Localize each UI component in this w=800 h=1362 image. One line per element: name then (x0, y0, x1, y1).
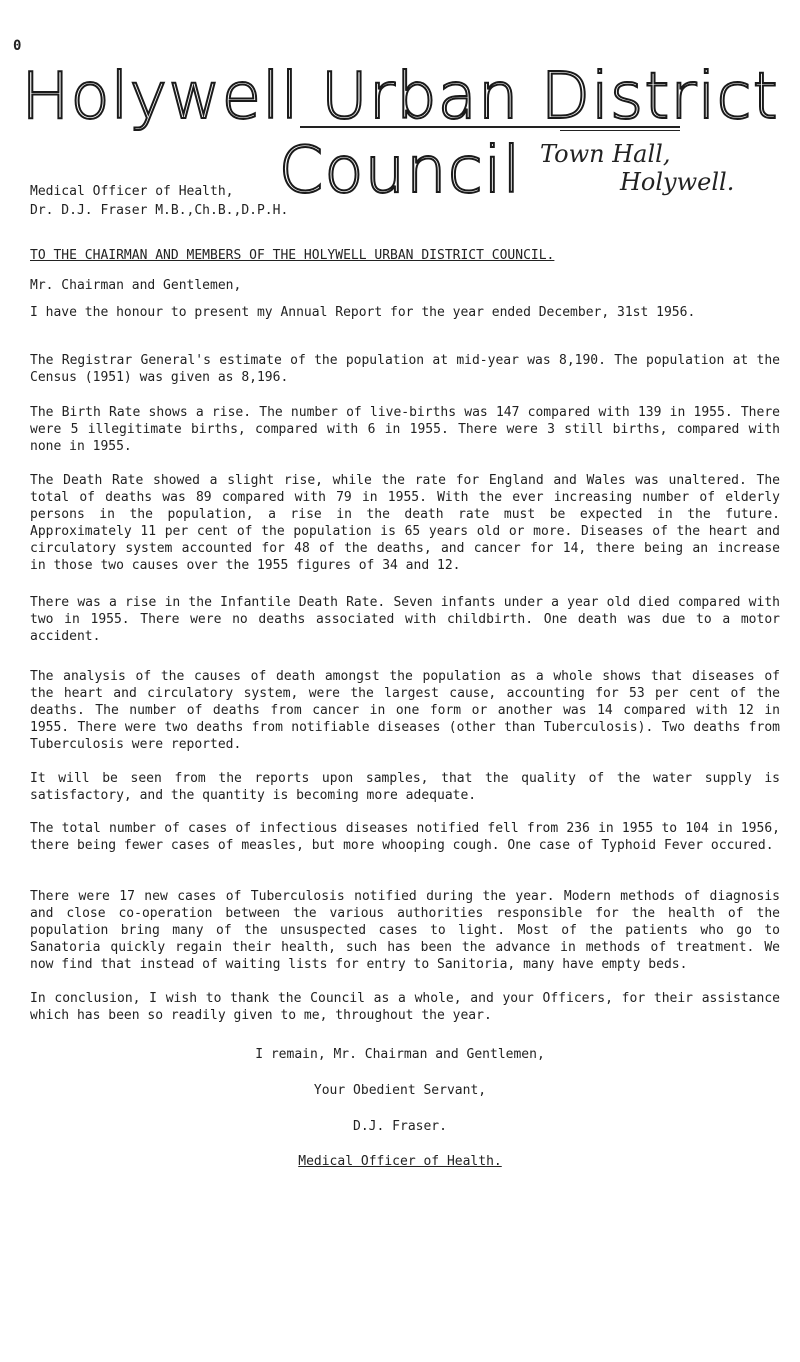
paragraph-birth-rate: The Birth Rate shows a rise. The number of live-births was 147 compared with 139 in 1955. There were 5 illegitimate births, compared with 6 in 1955. There were 3 still births, compared with none in 1955. (30, 405, 780, 454)
address-holywell: Holywell. (620, 168, 735, 196)
corner-mark: 0 (13, 38, 22, 54)
paragraph-infectious-diseases: The total number of cases of infectious diseases notified fell from 236 in 1955 to 104 in 1956, there being fewer cases of measles, but more whooping cough. One case of Typhoid Fever occured. (30, 821, 780, 853)
address-town-hall: Town Hall, (540, 140, 671, 168)
paragraph-infantile-death: There was a rise in the Infantile Death Rate. Seven infants under a year old died compared with two in 1955. There were no deaths associated with childbirth. One death was due to a motor accident. (30, 595, 780, 644)
letter-heading: TO THE CHAIRMAN AND MEMBERS OF THE HOLYWELL URBAN DISTRICT COUNCIL. (30, 248, 555, 263)
paragraph-intro: I have the honour to present my Annual Report for the year ended December, 31st 1956. (30, 305, 696, 320)
signature-title-text: Medical Officer of Health. (298, 1154, 502, 1169)
valediction: Your Obedient Servant, (313, 1083, 487, 1098)
paragraph-tuberculosis: There were 17 new cases of Tuberculosis notified during the year. Modern methods of diagnosis and close co-operation between the various authorities responsible for the health of the population bring many of the unsuspected cases to light. Most of the patients who go to Sanatoria quickly regain their health, such has been the advance in methods of treatment. We now find that instead of waiting lists for entry to Sanitoria, many have empty beds. (30, 889, 780, 972)
paragraph-water-supply: It will be seen from the reports upon samples, that the quality of the water supply is satisfactory, and the quantity is becoming more adequate. (30, 771, 780, 803)
paragraph-population: The Registrar General's estimate of the population at mid-year was 8,190. The population at the Census (1951) was given as 8,196. (30, 353, 780, 385)
title-underline (300, 126, 680, 128)
officer-name: Dr. D.J. Fraser M.B.,Ch.B.,D.P.H. (30, 203, 289, 218)
officer-title: Medical Officer of Health, (30, 184, 234, 199)
closing-line: I remain, Mr. Chairman and Gentlemen, (255, 1047, 545, 1062)
salutation: Mr. Chairman and Gentlemen, (30, 278, 242, 293)
title-underline-secondary (560, 130, 680, 131)
signature-title (0, 1154, 800, 1169)
council-title: Holywell Urban District Council (21, 60, 779, 208)
signature-name: D.J. Fraser. (353, 1119, 447, 1134)
paragraph-conclusion: In conclusion, I wish to thank the Council as a whole, and your Officers, for their assistance which has been so readily given to me, throughout the year. (30, 991, 780, 1023)
paragraph-death-rate: The Death Rate showed a slight rise, while the rate for England and Wales was unaltered. The total of deaths was 89 compared with 79 in 1955. With the ever increasing number of elderly persons in the population, a rise in the death rate must be expected in the future. Approximately 11 per cent of the population is 65 years old or more. Diseases of the heart and circulatory system accounted for 48 of the deaths, and cancer for 14, there being an increase in those two causes over the 1955 figures of 34 and 12. (30, 473, 780, 573)
paragraph-causes-of-death: The analysis of the causes of death amongst the population as a whole shows that diseases of the heart and circulatory system, were the largest cause, accounting for 53 per cent of the deaths. The number of deaths from cancer in one form or another was 14 compared with 12 in 1955. There were two deaths from notifiable diseases (other than Tuberculosis). Two deaths from Tuberculosis were reported. (30, 669, 780, 752)
